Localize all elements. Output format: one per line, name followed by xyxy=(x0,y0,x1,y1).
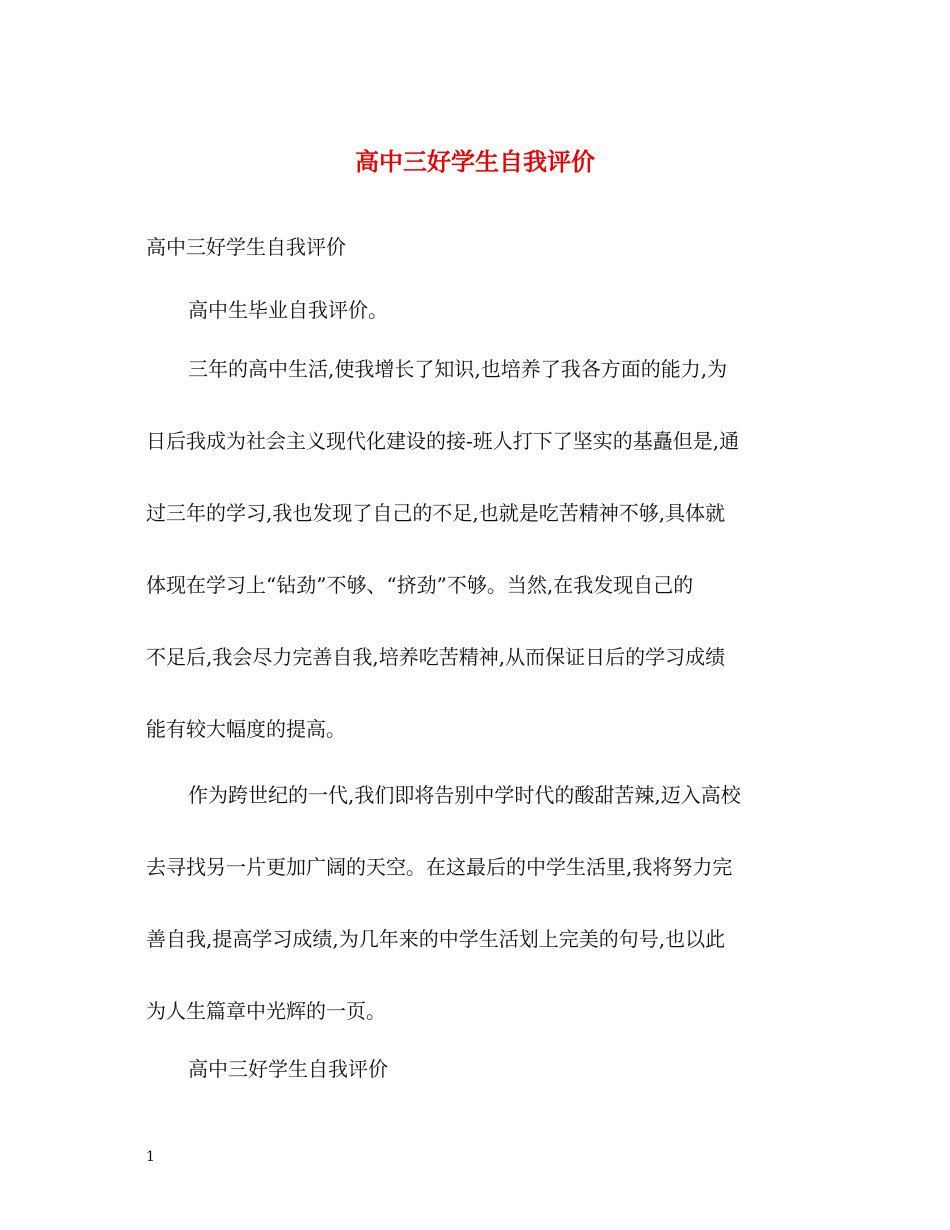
paragraph-line: 不足后,我会尽力完善自我,培养吃苦精神,从而保证日后的学习成绩 xyxy=(146,645,726,669)
page-number: 1 xyxy=(146,1149,155,1165)
paragraph-line: 作为跨世纪的一代,我们即将告别中学时代的酸甜苦辣,迈入高校 xyxy=(188,783,741,807)
paragraph-line: 能有较大幅度的提高。 xyxy=(146,717,346,741)
paragraph-line: 日后我成为社会主义现代化建设的接-班人打下了坚实的基矗但是,通 xyxy=(146,429,740,453)
document-subtitle: 高中三好学生自我评价 xyxy=(146,235,346,259)
paragraph-line: 三年的高中生活,使我增长了知识,也培养了我各方面的能力,为 xyxy=(188,357,728,381)
paragraph-line: 过三年的学习,我也发现了自己的不足,也就是吃苦精神不够,具体就 xyxy=(146,501,726,525)
paragraph-line: 去寻找另一片更加广阔的天空。在这最后的中学生活里,我将努力完 xyxy=(146,855,733,879)
paragraph-2 xyxy=(146,353,806,745)
paragraph-line: 高中三好学生自我评价 xyxy=(188,1057,388,1081)
paragraph-line: 高中生毕业自我评价。 xyxy=(188,298,388,322)
paragraph-line: 体现在学习上“钻劲”不够、“挤劲”不够。当然,在我发现自己的 xyxy=(146,573,694,597)
paragraph-line: 为人生篇章中光辉的一页。 xyxy=(146,999,386,1023)
paragraph-3 xyxy=(146,779,806,1027)
paragraph-line: 善自我,提高学习成绩,为几年来的中学生活划上完美的句号,也以此 xyxy=(146,927,726,951)
paragraph-1 xyxy=(146,294,806,326)
document-title: 高中三好学生自我评价 xyxy=(355,147,595,176)
paragraph-4 xyxy=(146,1053,806,1085)
